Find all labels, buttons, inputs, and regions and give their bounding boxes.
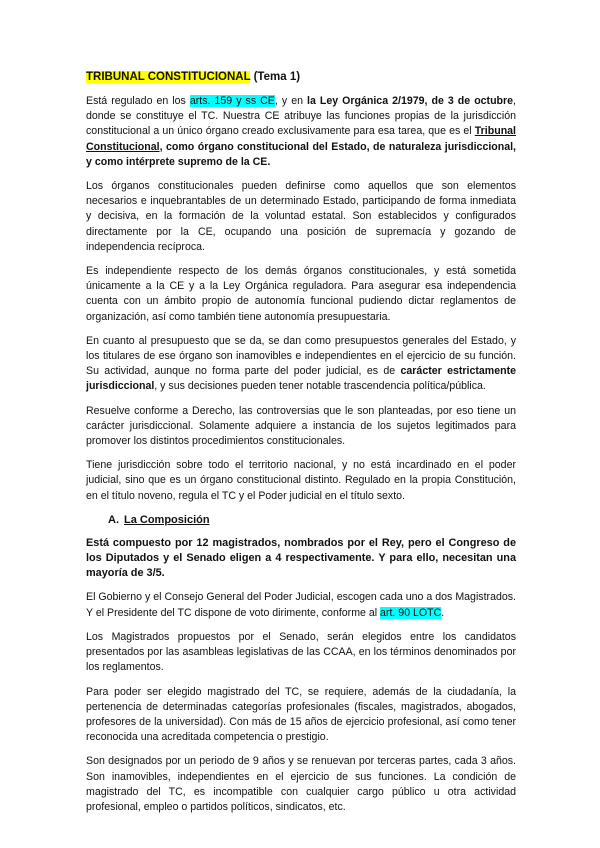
paragraph-11: Son designados por un periodo de 9 años y se renuevan por terceras partes, cada 3 años. Son inamovibles, independientes en el ejercicio de sus funciones. La condición de magistrado del TC, es incompatible con cualquier cargo público u otra actividad profesional, empleo o partidos políticos, sindicatos, etc. [86, 755, 516, 813]
p1-text-3: , donde se constituye el TC. Nuestra CE atribuye las funciones propias de la jurisdicción constitucional a un único órgano creado exclusivamente para esa tarea, que es el [86, 95, 516, 138]
p8-highlight-lotc: art. 90 LOTC [380, 606, 442, 619]
paragraph-8 [86, 590, 516, 620]
section-letter: A. [108, 513, 119, 526]
paragraph-5: Resuelve conforme a Derecho, las controversias que le son planteadas, por eso tiene un carácter jurisdiccional. Solamente adquiere a instancia de los sujetos legitimados para promover los distintos procedimientos constitucionales. [86, 404, 516, 448]
title-highlighted: TRIBUNAL CONSTITUCIONAL [86, 71, 251, 83]
p8-text-2: . [441, 606, 445, 619]
p8-text-1: El Gobierno y el Consejo General del Poder Judicial, escogen cada uno a dos Magistrados. Y el Presidente del TC dispone de voto dirimente, conforme al [86, 591, 516, 619]
paragraph-10: Para poder ser elegido magistrado del TC, se requiere, además de la ciudadanía, la pertenencia de determinadas categorías profesionales (fiscales, magistrados, abogados, profesores de la universidad). Con más de 15 años de ejercicio profesional, así como tener reconocida una acreditada competencia o prestigio. [86, 685, 516, 744]
paragraph-6: Tiene jurisdicción sobre todo el territorio nacional, y no está incardinado en el poder judicial, sino que es un órgano constitucional distinto. Regulado en la propia Constitución, en el título noveno, regula el TC y el Poder judicial en el título sexto. [86, 459, 516, 502]
paragraph-9: Los Magistrados propuestos por el Senado, serán elegidos entre los candidatos presentados por las asambleas legislativas de las CCAA, en los términos denominados por los reglamentos. [86, 630, 516, 674]
p1-bold-underline-tc: Tribunal Constitucional [86, 125, 516, 153]
page-title [86, 70, 516, 85]
paragraph-4 [86, 334, 516, 395]
section-label: La Composición [124, 513, 210, 526]
paragraph-3: Es independiente respecto de los demás órganos constitucionales, y está sometida únicamente a la CE y a la Ley Orgánica reguladora. Para asegurar esa independencia cuenta con un ámbito propio de autonomía funcional pudiendo dictar reglamentos de organización, así como también tiene autonomía presupuestaria. [86, 265, 516, 323]
p1-bold-ley: la Ley Orgánica 2/1979, de 3 de octubre [307, 95, 514, 107]
paragraph-7: Está compuesto por 12 magistrados, nombrados por el Rey, pero el Congreso de los Diputados y el Senado eligen a 4 respectivamente. Y para ello, necesitan una mayoría de 3/5. [86, 536, 516, 580]
p1-text-1: Está regulado en los [86, 95, 190, 107]
p1-highlight-arts: arts. 159 y ss CE [189, 95, 275, 107]
paragraph-2: Los órganos constitucionales pueden definirse como aquellos que son elementos necesarios e inquebrantables de un determinado Estado, participando de forma inmediata y decisiva, en la formación de la voluntad estatal. Son establecidos y configurados directamente por la CE, ocupando una posición de supremacía y gozando de independencia recíproca. [86, 180, 516, 253]
p4-bold: carácter estrictamente jurisdiccional [86, 365, 516, 393]
p4-text-1: En cuanto al presupuesto que se da, se dan como presupuestos generales del Estado, y los titulares de ese órgano son inamovibles e independientes en el ejercicio de su función. Su actividad, aunque no forma parte del poder judicial, es de [86, 334, 516, 378]
p1-text-2: , y en [274, 95, 308, 107]
paragraph-1 [86, 94, 516, 170]
document-body [86, 70, 516, 824]
section-heading-a [86, 513, 516, 528]
title-rest: (Tema 1) [250, 71, 301, 83]
p1-bold-2: , como órgano constitucional del Estado, de naturaleza jurisdiccional, y como intérprete supremo de la CE. [86, 140, 516, 168]
p4-text-2: , y sus decisiones pueden tener notable trascendencia política/pública. [154, 380, 486, 393]
